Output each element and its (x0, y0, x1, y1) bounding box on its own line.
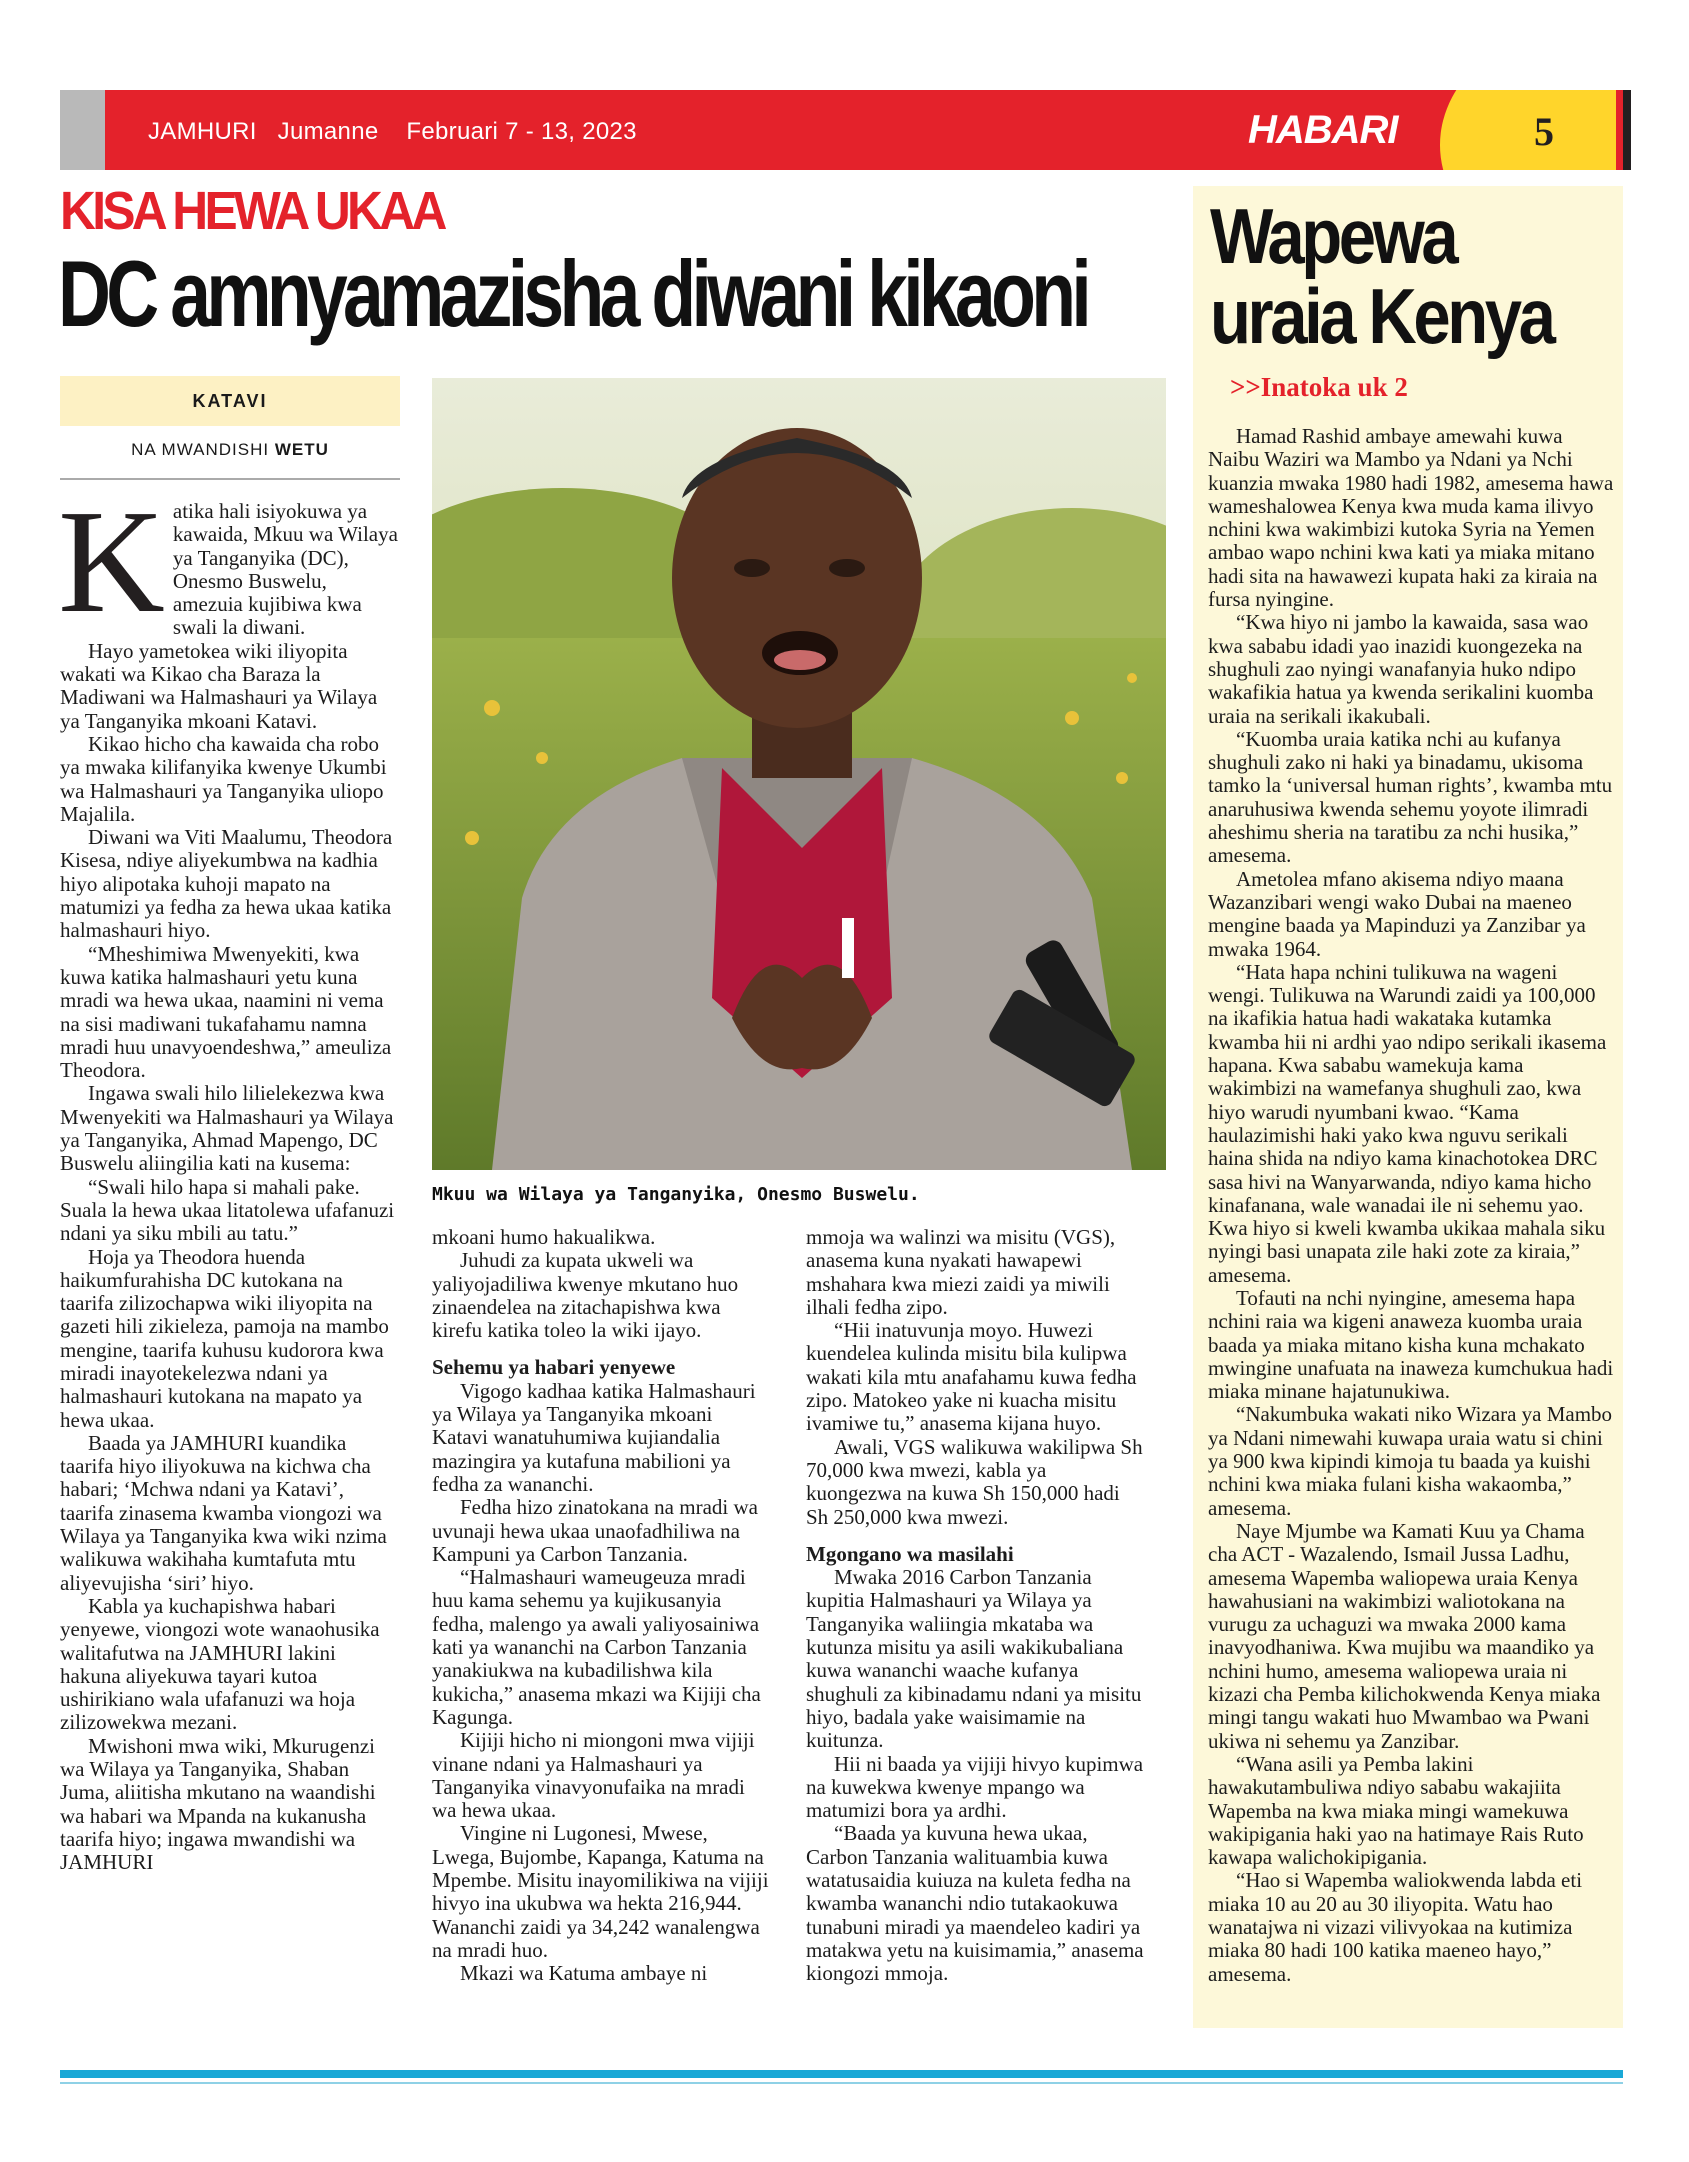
paper-name: JAMHURI (148, 118, 257, 145)
paragraph: “Swali hilo hapa si mahali pake. Suala la hewa ukaa litatolewa ufafanuzi ndani ya siku mbili au tatu.” (60, 1174, 395, 1246)
paragraph: Hamad Rashid ambaye amewahi kuwa Naibu Waziri wa Mambo ya Ndani ya Nchi kuanzia mwaka 1980 hadi 1982, amesema hawa wameshalowea Kenya kwa muda kama ilivyo nchini kwa wakimbizi kutoka Syria na Yemen ambao wapo nchini kwa kati ya miaka mitano hadi sita na hawawezi kupata haki za kiraia na fursa nyingine. (1208, 424, 1614, 612)
paragraph: Vigogo kadhaa katika Halmashauri ya Wilaya ya Tanganyika mkoani Katavi wanatuhumiwa kujiandalia mazingira ya kutafuna mabilioni ya fedha za wananchi. (432, 1378, 756, 1496)
paragraph: “Hata hapa nchini tulikuwa na wageni wengi. Tulikuwa na Warundi zaidi ya 100,000 na ikafikia hatua hadi wakataka kutamka kwamba hii ni ardhi yao ndipo serikali ikasema hapana. Kwa sababu wamekuja kama wakimbizi na wamefanya shughuli zao, kwa hiyo warudi nyumbani kwao. “Kama haulazimishi haki yako kwa nguvu serikali haina shida na ndiyo kama kinachotokea DRC sasa hivi na Wanyarwanda, ndiyo kama hicho kinafanana, wale wanadai ile ni sehemu yao. Kwa hiyo si kweli kwamba ukikaa mahala siku nyingi basi unapata zile haki zote za kiraia,” amesema. (1208, 959, 1607, 1287)
paragraph: Diwani wa Viti Maalumu, Theodora Kisesa, ndiye aliyekumbwa na kadhia hiyo alipotaka kuhoji mapato na matumizi ya fedha za hewa ukaa katika halmashauri hiyo. (60, 825, 393, 943)
paragraph: “Nakumbuka wakati niko Wizara ya Mambo ya Ndani nimewahi kuwapa uraia watu si chini ya 900 kwa kipindi kimoja tu baada ya kuishi nchini kwa miaka fulani kisha wakaomba,” amesema. (1208, 1402, 1613, 1520)
paragraph: Awali, VGS walikuwa wakilipwa Sh 70,000 kwa mwezi, kabla ya kuongezwa na kuwa Sh 150,000 hadi Sh 250,000 kwa mwezi. (806, 1434, 1143, 1529)
paragraph: Mkazi wa Katuma ambaye ni (460, 1961, 708, 1986)
paragraph: Mwaka 2016 Carbon Tanzania kupitia Halmashauri ya Wilaya ya Tanganyika waliingia mkataba wa kutunza misitu ya asili wakikubaliana kuwa wananchi waache kufanya shughuli za kibinadamu ndani ya misitu hiyo, badala yake waisimamie na kuitunza. (806, 1565, 1142, 1753)
drop-cap: K (58, 480, 165, 644)
paragraph: “Halmashauri wameugeuza mradi huu kama sehemu ya kujikusanyia fedha, malengo ya awali yaliyosainiwa kati ya wananchi na Carbon Tanzania yanakiukwa na kubadilishwa kila kukicha,” anasema mkazi wa Kijiji cha Kagunga. (432, 1565, 761, 1729)
paragraph: Baada ya JAMHURI kuandika taarifa hiyo iliyokuwa na kichwa cha habari; ‘Mchwa ndani ya Katavi’, taarifa zinasema kwamba viongozi wa Wilaya ya Tanganyika kwa wiki nzima walikuwa wakihaha kumtafuta mtu aliyevujisha ‘siri’ hiyo. (60, 1430, 387, 1595)
article-location: KATAVI (60, 376, 400, 426)
paragraph: Fedha hizo zinatokana na mradi wa uvunaji hewa ukaa unaofadhiliwa na Kampuni ya Carbon Tanzania. (432, 1495, 758, 1566)
issue-day: Jumanne (277, 118, 379, 145)
header-grey-block (60, 90, 105, 170)
paragraph: “Hao si Wapemba waliokwenda labda eti miaka 10 au 20 au 30 iliyopita. Watu hao wanatajwa ni vizazi vilivyokaa na kutimiza miaka 80 hadi 100 katika maeneo hayo,” amesema. (1208, 1868, 1583, 1986)
sidebar-headline-line-1: Wapewa (1210, 192, 1456, 280)
sidebar-continued-from (1230, 372, 1408, 403)
header-edge (1623, 90, 1631, 170)
paragraph: Mwishoni mwa wiki, Mkurugenzi wa Wilaya ya Tanganyika, Shaban Juma, aliitisha mkutano na waandishi wa habari wa Mpanda na kukanusha taarifa hiyo; ingawa mwandishi wa JAMHURI (60, 1733, 376, 1875)
photo-caption: Mkuu wa Wilaya ya Tanganyika, Onesmo Buswelu. (432, 1184, 920, 1205)
paragraph: Hii ni baada ya vijiji hivyo kupimwa na kuwekwa kwenye mpango wa matumizi bora ya ardhi. (806, 1751, 1144, 1823)
paragraph: “Kwa hiyo ni jambo la kawaida, sasa wao kwa sababu idadi yao inazidi kuongezeka na shughuli zao nyingi wanafanyia huko ndipo wakafikia hatua ya kwenda serikalini kuomba uraia na serikali ikakubali. (1208, 610, 1594, 728)
paragraph: mmoja wa walinzi wa misitu (VGS), anasema kuna nyakati hawapewi mshahara kwa miezi zaidi ya miwili ilhali fedha zipo. (806, 1225, 1116, 1319)
section-name: HABARI (1248, 108, 1398, 152)
footer-rule (60, 2070, 1623, 2078)
subheading: Mgongano wa masilahi (806, 1541, 1014, 1566)
sidebar-headline-line-2: uraia Kenya (1210, 272, 1553, 360)
page-number: 5 (1534, 109, 1554, 154)
article-column-1 (58, 480, 400, 1875)
paragraph: Hoja ya Theodora huenda haikumfurahisha DC kutokana na taarifa zilizochapwa wiki iliyopita na gazeti hili zikieleza, pamoja na mambo mengine, taarifa kuhusu kudorora kwa miradi inayotekelezwa ndani ya halmashauri kutokana na mapato ya hewa ukaa. (60, 1244, 389, 1432)
paragraph: mkoani humo hakualikwa. (432, 1225, 656, 1249)
paragraph: “Hii inatuvunja moyo. Huwezi kuendelea kulinda misitu bila kulipwa wakati kila mtu anafahamu kuwa fedha zipo. Matokeo yake ni kuacha misitu ivamiwe tu,” anasema kijana huyo. (806, 1318, 1137, 1436)
paragraph: Ingawa swali hilo lilielekezwa kwa Mwenyekiti wa Halmashauri ya Wilaya ya Tanganyika, Ahmad Mapengo, DC Buswelu aliingilia kati na kusema: (60, 1081, 394, 1176)
article-column-3 (806, 1226, 1146, 1986)
paragraph: “Mheshimiwa Mwenyekiti, kwa kuwa katika halmashauri yetu kuna mradi wa hewa ukaa, naamini ni vema na sisi madiwani tukafahamu namna mradi huu unavyoendeshwa,” ameuliza Theodora. (60, 941, 392, 1083)
subheading: Sehemu ya habari yenyewe (432, 1355, 676, 1380)
paragraph: Ametolea mfano akisema ndiyo maana Wazanzibari wengi wako Dubai na maeneo mengine baada ya Mapinduzi ya Zanzibar ya mwaka 1964. (1208, 866, 1586, 961)
paragraph: Kijiji hicho ni miongoni mwa vijiji vinane ndani ya Halmashauri ya Tanganyika vinavyonufaika na mradi wa hewa ukaa. (432, 1728, 755, 1823)
article-column-2 (432, 1226, 772, 1986)
paragraph: “Kuomba uraia katika nchi au kufanya shughuli zako ni haki ya binadamu, ukisoma tamko la ‘universal human rights’, kwamba mtu anaruhusiwa kwenda sehemu yoyote ilimradi aheshimu sheria na taratibu za nchi husika,” amesema. (1208, 726, 1613, 868)
paragraph: Juhudi za kupata ukweli wa yaliyojadiliwa kwenye mkutano huo zinaendelea na zitachapishwa kwa kirefu katika toleo la wiki ijayo. (432, 1248, 739, 1343)
sidebar-body (1208, 425, 1616, 1986)
paragraph: Naye Mjumbe wa Kamati Kuu ya Chama cha ACT - Wazalendo, Ismail Jussa Ladhu, amesema Wapemba waliopewa uraia Kenya hawahusiani na wakimbizi waliotokana na vurugu za uchaguzi wa mwaka 2000 kama inavyodhaniwa. Kwa mujibu wa maandiko ya nchini humo, amesema waliopewa uraia ni kizazi cha Pemba kilichokwenda Kenya miaka mingi tangu wakati huo Mwambao wa Pwani ukiwa ni sehemu ya Zanzibar. (1208, 1518, 1601, 1753)
header-yellow-swoosh (1380, 90, 1616, 170)
paragraph: Vingine ni Lugonesi, Mwese, Lwega, Bujombe, Kapanga, Katuma na Mpembe. Misitu inayomilikiwa na vijiji hivyo ina ukubwa wa hekta 216,944. Wananchi zaidi ya 34,242 wanalengwa na mradi huo. (432, 1821, 769, 1962)
byline-prefix: NA MWANDISHI (131, 440, 270, 459)
paragraph: Hayo yametokea wiki iliyopita wakati wa Kikao cha Baraza la Madiwani wa Halmashauri ya Wilaya ya Tanganyika mkoani Katavi. (60, 638, 378, 733)
paragraph: Kabla ya kuchapishwa habari yenyewe, viongozi wote wanaohusika walitafutwa na JAMHURI lakini hakuna aliyekuwa tayari kutoa ushirikiano wala ufafanuzi wa hoja zilizowekwa mezani. (60, 1593, 380, 1735)
portrait-illustration (432, 378, 1166, 1170)
header-dateline (148, 118, 637, 146)
article-kicker: KISA HEWA UKAA (60, 181, 444, 241)
article-byline (60, 440, 400, 460)
paragraph: atika hali isiyokuwa ya kawaida, Mkuu wa Wilaya ya Tanganyika (DC), Onesmo Buswelu, amezuia kujibiwa kwa swali la diwani. (172, 499, 398, 640)
article-photo (432, 378, 1166, 1170)
byline-name: WETU (274, 440, 329, 459)
continued-arrows: >> (1230, 372, 1261, 402)
issue-date: Februari 7 - 13, 2023 (406, 118, 637, 145)
footer-rule-thin (60, 2082, 1623, 2084)
paragraph: Tofauti na nchi nyingine, amesema hapa nchini raia wa kigeni anaweza kuomba uraia baada ya miaka mitano kisha kuna mchakato mwingine unafuata na inaweza kumchukua hadi miaka minane hajatunukiwa. (1208, 1285, 1614, 1404)
paragraph: Kikao hicho cha kawaida cha robo ya mwaka kilifanyika kwenye Ukumbi wa Halmashauri ya Tanganyika uliopo Majalila. (60, 731, 387, 826)
article-headline: DC amnyamazisha diwani kikaoni (58, 241, 1088, 346)
paragraph: “Baada ya kuvuna hewa ukaa, Carbon Tanzania walituambia kuwa watatusaidia kuiuza na kuleta fedha na kwamba wananchi ndio tutakaokuwa tunabuni miradi ya maendeleo kadiri ya matakwa yetu na kuisimamia,” anasema kiongozi mmoja. (806, 1821, 1144, 1986)
sidebar-headline (1210, 192, 1553, 360)
paragraph: “Wana asili ya Pemba lakini hawakutambuliwa ndiyo sababu wakajiita Wapemba na kwa miaka mingi wamekuwa wakipigania haki yao na hatimaye Rais Ruto kawapa walichokipigania. (1208, 1751, 1584, 1870)
continued-text: Inatoka uk 2 (1260, 372, 1408, 402)
